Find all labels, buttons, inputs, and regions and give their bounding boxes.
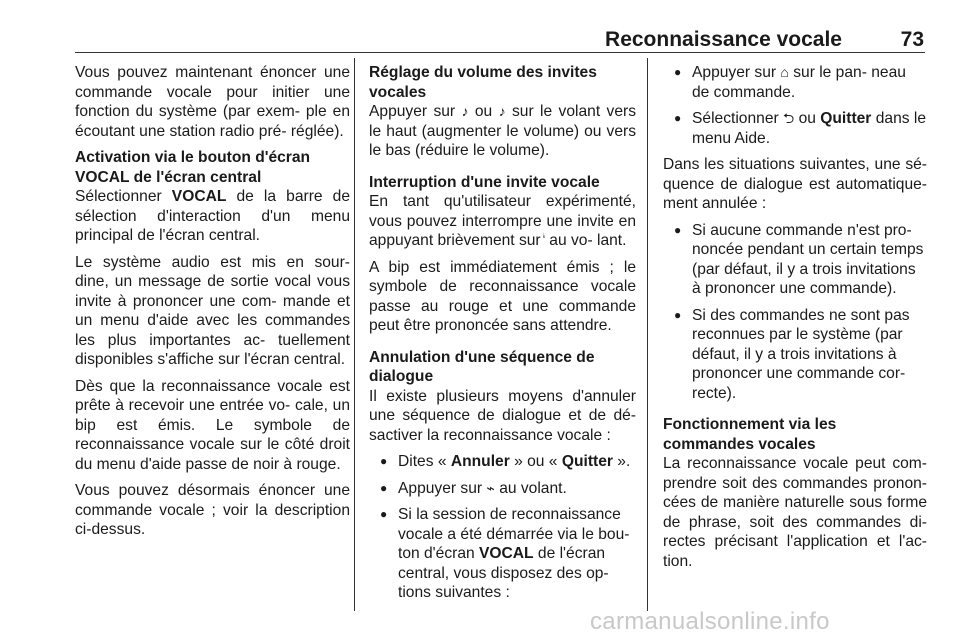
column-left <box>75 63 350 547</box>
text-run: Appuyer sur <box>398 479 487 497</box>
cancel-options-list <box>369 452 636 603</box>
beep-red-paragraph: A bip est immédiatement émis ; le symbole de reconnaissance vocale passe au rouge et une commande peut être prononcée sans attendre. <box>369 258 636 334</box>
vocal-keyword: VOCAL <box>479 545 534 562</box>
section-heading-volume: Réglage du volume des invites vocales <box>369 64 597 101</box>
beep-paragraph: Dès que la reconnaissance vocale est prête à recevoir une entrée vo- cale, un bip est émis. Le symbole de reconnaissance vocale sur le côté droit du menu d'aide passe de noir à rouge. <box>75 377 350 473</box>
auto-cancel-list <box>663 221 927 404</box>
voice-commands-paragraph: La reconnaissance vocale peut com- prendre soit des commandes pronon- cées de manière naturelle sous forme de phrase, soit des commandes di- rectes précisant l'application et l'ac- tion. <box>663 455 927 570</box>
quitter-keyword: Quitter <box>561 453 613 470</box>
quitter-keyword: Quitter <box>820 110 872 127</box>
list-item <box>663 63 927 102</box>
text-run: Sélectionner <box>75 188 172 205</box>
audio-mute-paragraph: Le système audio est mis en sour- dine, un message de sortie vocal vous invite à prononcer une com- mande et un menu d'aide avec les commandes les plus importantes ac- tuellement disponibles s'affiche sur l'écran central. <box>75 253 350 368</box>
page-header <box>0 0 960 60</box>
text-run: Si la session de reconnaissance vocale a été démarrée via le bou- ton d'écran <box>398 506 630 562</box>
speak-command-paragraph: Vous pouvez désormais énoncer une commande vocale ; voir la description ci-dessus. <box>75 482 350 538</box>
list-item: ● Si aucune commande n'est pro- noncée pendant un certain temps (par défaut, il y a trois invitations à prononcer une commande). <box>663 221 927 299</box>
text-run: de la barre de sélection d'interaction d'un menu principal de l'écran central. <box>75 188 350 244</box>
text-run: Appuyer sur <box>692 64 781 81</box>
column-divider-2 <box>647 58 648 611</box>
vocal-keyword: VOCAL <box>171 188 227 205</box>
header-divider <box>75 52 925 53</box>
list-item <box>369 452 636 472</box>
text-run: ou <box>468 103 499 120</box>
volume-paragraph <box>369 102 636 161</box>
text-run: au volant. <box>494 479 567 497</box>
list-item <box>369 505 636 603</box>
interrupt-paragraph <box>369 192 636 251</box>
page-title: Reconnaissance vocale <box>605 28 842 51</box>
text-run: » ou « <box>509 453 562 470</box>
text-run: dans le menu Aide. <box>692 110 927 147</box>
section-heading-cancel: Annulation d'une séquence de dialogue <box>369 348 595 385</box>
activation-paragraph <box>75 187 350 246</box>
intro-paragraph: Vous pouvez maintenant énoncer une commande vocale pour initier une fonction du système (par exem- ple en écoutant une station radio pré- réglée). <box>75 64 350 140</box>
list-item: ● Si des commandes ne sont pas reconnues par le système (par défaut, il y a trois invitations à prononcer une commande cor- recte). <box>663 306 927 404</box>
annuler-keyword: Annuler <box>450 453 510 470</box>
hang-up-icon: ⌁ <box>486 479 495 496</box>
volume-down-icon: ♪ <box>498 103 506 119</box>
watermark: carmanualsonline.info <box>590 608 830 635</box>
column-right <box>663 63 927 578</box>
list-item <box>369 479 636 499</box>
section-heading-activation: Activation via le bouton d'écran VOCAL de l'écran central <box>75 149 311 186</box>
text-run: sur le pan- neau de commande. <box>692 64 906 101</box>
text-run: Appuyer sur <box>369 103 462 120</box>
text-run: Dites « <box>398 453 451 470</box>
back-arrow-icon: ⮌ <box>783 110 795 126</box>
text-run: En tant qu'utilisateur expérimenté, vous pouvez interrompre une invite en appuyant brièvement sur <box>369 193 636 249</box>
text-run: de l'écran central, vous disposez des op- tions suivantes : <box>398 545 609 601</box>
text-run: au vo- lant. <box>544 232 627 249</box>
cancel-intro-paragraph: Il existe plusieurs moyens d'annuler une séquence de dialogue et de dé- sactiver la reconnaissance vocale : <box>369 387 636 444</box>
section-heading-voice-commands: Fonctionnement via les commandes vocales <box>663 416 837 453</box>
volume-up-icon: ♪ <box>461 103 469 119</box>
section-heading-interrupt: Interruption d'une invite vocale <box>369 173 600 191</box>
cancel-options-list-cont <box>663 63 927 148</box>
text-run: Sélectionner <box>692 110 784 127</box>
text-run: ou <box>794 110 821 127</box>
column-middle <box>369 63 636 610</box>
page-number: 73 <box>900 28 924 51</box>
list-item <box>663 109 927 148</box>
home-icon: ⌂ <box>780 64 789 80</box>
text-run: sur le volant vers le haut (augmenter le volume) ou vers le bas (réduire le volume). <box>369 103 636 159</box>
column-divider-1 <box>354 58 355 611</box>
text-run: ». <box>612 453 631 470</box>
auto-cancel-paragraph: Dans les situations suivantes, une sé- quence de dialogue est automatique- ment annulée : <box>663 156 927 212</box>
